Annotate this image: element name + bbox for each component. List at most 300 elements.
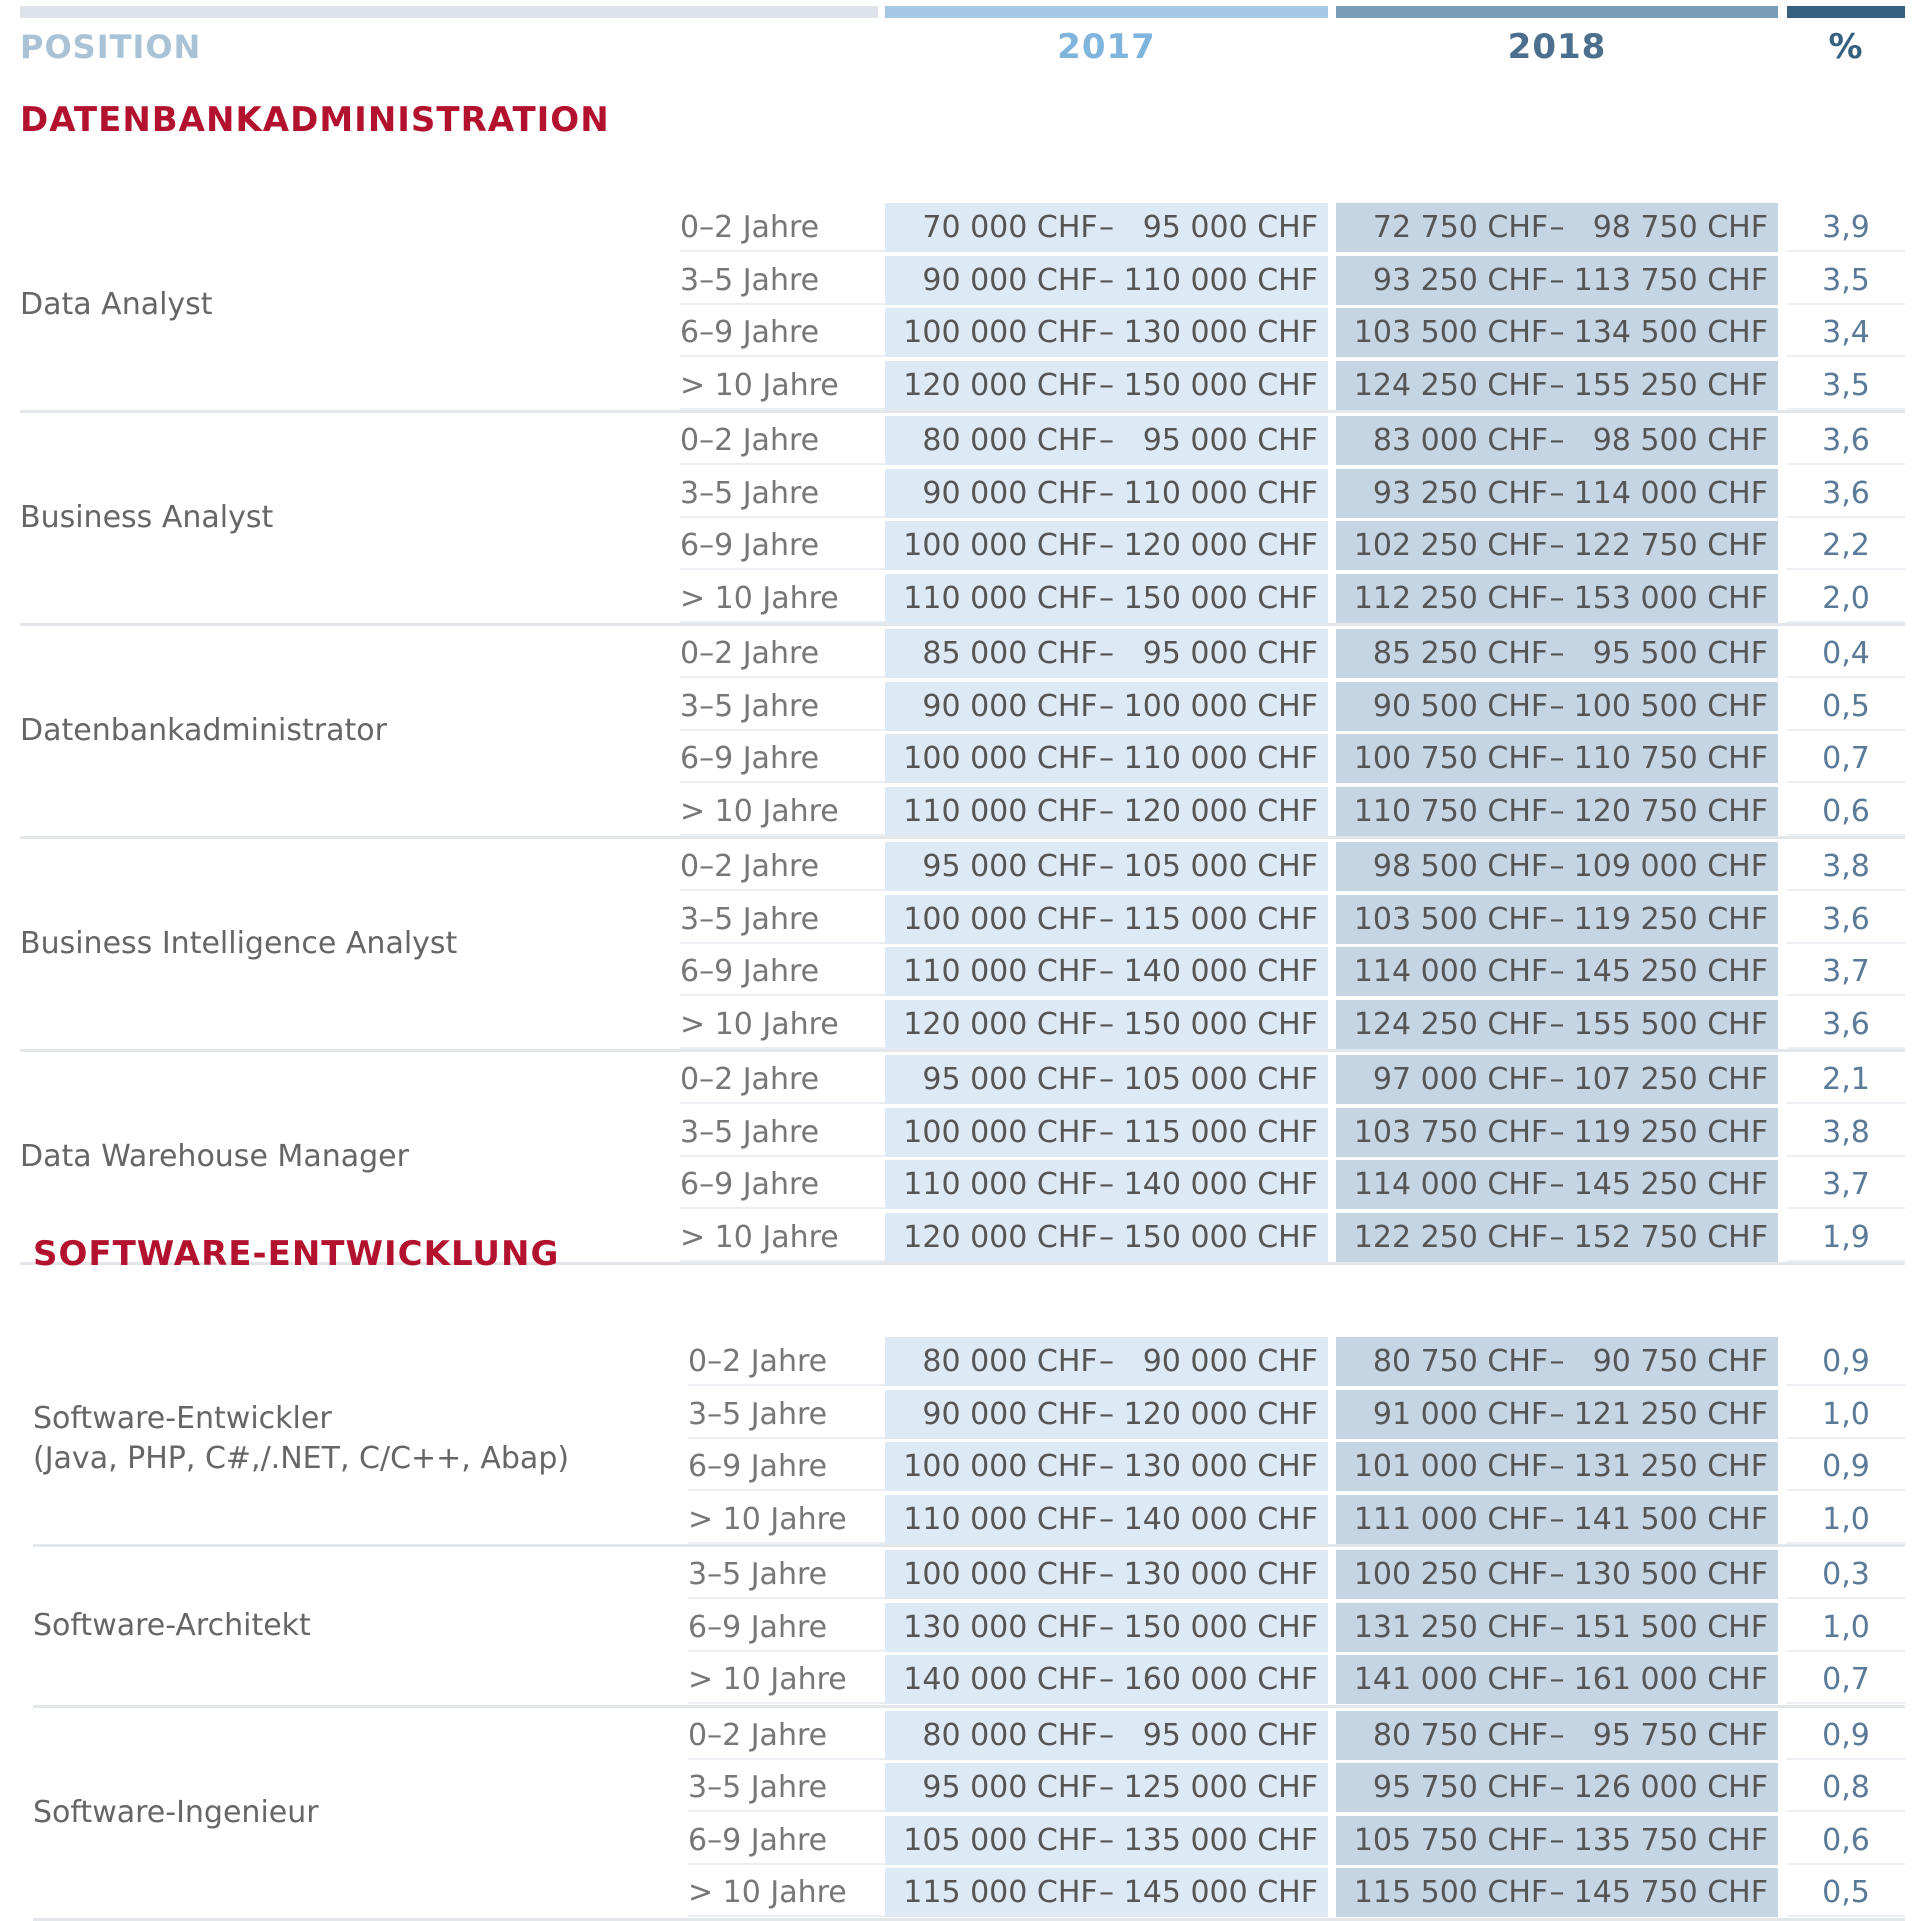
experience-cell: 3–5 Jahre <box>680 469 885 518</box>
table-row <box>33 1813 1905 1866</box>
salary-2018-cell <box>1336 1711 1778 1760</box>
header-year-2018: 2018 <box>1507 27 1607 67</box>
salary-2017-cell <box>885 203 1328 252</box>
range-separator: – <box>1098 315 1114 350</box>
salary-range <box>885 469 1328 518</box>
table-row <box>20 253 1905 306</box>
experience-cell: 0–2 Jahre <box>680 416 885 465</box>
salary-2018-cell <box>1336 1108 1778 1157</box>
range-high: 120 000 CHF <box>1123 793 1318 829</box>
range-separator: – <box>1549 1662 1565 1697</box>
range-low: 110 000 CHF <box>903 1501 1098 1537</box>
salary-2017-cell <box>885 682 1328 731</box>
range-separator: – <box>1549 1344 1565 1379</box>
salary-range <box>885 1108 1328 1157</box>
header-bar-2018 <box>1336 6 1778 18</box>
percent-cell: 1,0 <box>1787 1390 1905 1439</box>
salary-2017-cell <box>885 308 1328 357</box>
position-name-line: (Java, PHP, C#,/.NET, C/C++, Abap) <box>33 1441 570 1476</box>
salary-range <box>885 787 1328 836</box>
salary-range <box>1336 361 1778 410</box>
salary-range <box>885 895 1328 944</box>
range-low: 100 000 CHF <box>903 1449 1098 1484</box>
salary-range <box>885 1868 1328 1917</box>
range-low: 95 000 CHF <box>922 849 1098 884</box>
table-row <box>33 1492 1905 1545</box>
salary-2017-cell <box>885 629 1328 678</box>
salary-2017-cell <box>885 1000 1328 1049</box>
table-row <box>20 358 1905 411</box>
range-high: 98 500 CHF <box>1592 423 1768 458</box>
range-separator: – <box>1098 636 1114 671</box>
salary-range <box>1336 1550 1778 1599</box>
range-low: 101 000 CHF <box>1353 1449 1549 1484</box>
position-group <box>20 413 1905 626</box>
range-high: 121 250 CHF <box>1573 1396 1768 1432</box>
salary-range <box>1336 1055 1778 1104</box>
salary-2018-cell <box>1336 256 1778 305</box>
range-low: 112 250 CHF <box>1353 580 1549 616</box>
range-low: 100 000 CHF <box>903 315 1098 350</box>
range-low: 110 000 CHF <box>903 954 1098 989</box>
salary-2017-cell <box>885 1495 1328 1544</box>
range-high: 110 000 CHF <box>1123 741 1318 776</box>
salary-2018-cell <box>1336 1390 1778 1439</box>
percent-cell: 3,4 <box>1787 308 1905 357</box>
experience-cell: > 10 Jahre <box>688 1655 893 1704</box>
position-name-line: Software-Ingenieur <box>33 1794 319 1830</box>
salary-2018-cell <box>1336 1763 1778 1812</box>
salary-2018-cell <box>1336 203 1778 252</box>
salary-range <box>885 1442 1328 1491</box>
range-low: 72 750 CHF <box>1372 210 1549 245</box>
experience-cell: 6–9 Jahre <box>680 308 885 357</box>
percent-cell: 3,5 <box>1787 256 1905 305</box>
experience-cell: > 10 Jahre <box>680 574 885 623</box>
range-separator: – <box>1098 901 1114 937</box>
percent-cell: 1,0 <box>1787 1495 1905 1544</box>
section-body <box>0 200 1920 1265</box>
salary-range <box>1336 1711 1778 1760</box>
salary-range <box>1336 308 1778 357</box>
range-separator: – <box>1549 954 1565 989</box>
table-row <box>20 892 1905 945</box>
salary-range <box>885 1390 1328 1439</box>
section-software-development <box>0 1226 1920 1921</box>
salary-2018-cell <box>1336 1603 1778 1652</box>
range-separator: – <box>1098 475 1114 511</box>
salary-2018-cell <box>1336 416 1778 465</box>
salary-range <box>885 1763 1328 1812</box>
salary-range <box>1336 1390 1778 1439</box>
range-low: 105 750 CHF <box>1353 1822 1549 1858</box>
salary-range <box>1336 574 1778 623</box>
range-low: 100 000 CHF <box>903 741 1098 776</box>
salary-range <box>1336 1816 1778 1865</box>
salary-range <box>1336 469 1778 518</box>
salary-2017-cell <box>885 1655 1328 1704</box>
salary-2017-cell <box>885 1603 1328 1652</box>
range-high: 95 000 CHF <box>1142 423 1318 458</box>
table-row <box>33 1652 1905 1705</box>
range-high: 140 000 CHF <box>1123 1167 1318 1202</box>
experience-cell: 0–2 Jahre <box>680 842 885 891</box>
percent-cell: 2,2 <box>1787 521 1905 570</box>
table-header <box>0 22 1920 72</box>
salary-2018-cell <box>1336 574 1778 623</box>
salary-2018-cell <box>1336 1337 1778 1386</box>
salary-2017-cell <box>885 895 1328 944</box>
position-name-line: Business Analyst <box>20 500 274 535</box>
salary-range <box>1336 947 1778 996</box>
range-separator: – <box>1098 1219 1114 1255</box>
salary-range <box>885 1160 1328 1209</box>
salary-range <box>1336 521 1778 570</box>
range-high: 105 000 CHF <box>1123 1062 1318 1097</box>
range-high: 130 000 CHF <box>1123 1449 1318 1484</box>
range-separator: – <box>1549 1006 1565 1042</box>
range-low: 120 000 CHF <box>903 1219 1098 1255</box>
salary-2017-cell <box>885 521 1328 570</box>
range-high: 120 750 CHF <box>1573 793 1768 829</box>
salary-range <box>885 1711 1328 1760</box>
salary-2017-cell <box>885 1160 1328 1209</box>
range-low: 80 000 CHF <box>922 423 1098 458</box>
salary-2017-cell <box>885 574 1328 623</box>
range-high: 90 000 CHF <box>1142 1344 1318 1379</box>
range-low: 93 250 CHF <box>1372 475 1549 511</box>
range-high: 153 000 CHF <box>1573 580 1768 616</box>
percent-cell: 0,9 <box>1787 1711 1905 1760</box>
range-separator: – <box>1549 1396 1565 1432</box>
position-name-line: Data Analyst <box>20 287 213 322</box>
range-high: 145 750 CHF <box>1573 1875 1768 1910</box>
range-low: 110 000 CHF <box>903 1167 1098 1202</box>
range-high: 105 000 CHF <box>1123 849 1318 884</box>
range-separator: – <box>1549 1557 1565 1592</box>
range-high: 107 250 CHF <box>1573 1062 1768 1097</box>
range-low: 98 500 CHF <box>1372 849 1549 884</box>
range-low: 90 500 CHF <box>1372 688 1549 724</box>
experience-cell: 6–9 Jahre <box>688 1603 893 1652</box>
experience-cell: 0–2 Jahre <box>680 203 885 252</box>
range-high: 141 500 CHF <box>1573 1501 1768 1537</box>
range-high: 95 000 CHF <box>1142 1717 1318 1753</box>
range-low: 105 000 CHF <box>903 1822 1098 1858</box>
range-separator: – <box>1098 210 1114 245</box>
experience-cell: 3–5 Jahre <box>680 256 885 305</box>
salary-2017-cell <box>885 1868 1328 1917</box>
salary-2018-cell <box>1336 1055 1778 1104</box>
table-row <box>20 839 1905 892</box>
range-high: 113 750 CHF <box>1573 262 1768 298</box>
experience-cell: 3–5 Jahre <box>680 682 885 731</box>
salary-2017-cell <box>885 842 1328 891</box>
salary-range <box>885 1495 1328 1544</box>
range-low: 122 250 CHF <box>1353 1219 1549 1255</box>
range-high: 95 750 CHF <box>1592 1717 1768 1753</box>
salary-range <box>885 1000 1328 1049</box>
salary-2017-cell <box>885 947 1328 996</box>
range-separator: – <box>1098 1770 1114 1805</box>
position-name-line: Data Warehouse Manager <box>20 1139 409 1174</box>
range-separator: – <box>1549 580 1565 616</box>
salary-range <box>1336 682 1778 731</box>
percent-cell: 2,1 <box>1787 1055 1905 1104</box>
salary-range <box>885 416 1328 465</box>
range-separator: – <box>1549 901 1565 937</box>
range-separator: – <box>1549 1770 1565 1805</box>
range-low: 140 000 CHF <box>903 1662 1098 1697</box>
experience-cell: 3–5 Jahre <box>688 1550 893 1599</box>
percent-cell: 0,7 <box>1787 734 1905 783</box>
percent-cell: 0,8 <box>1787 1763 1905 1812</box>
percent-cell: 0,5 <box>1787 682 1905 731</box>
range-low: 80 000 CHF <box>922 1344 1098 1379</box>
range-separator: – <box>1549 423 1565 458</box>
range-low: 80 750 CHF <box>1372 1344 1549 1379</box>
salary-range <box>1336 1160 1778 1209</box>
experience-cell: 3–5 Jahre <box>680 895 885 944</box>
range-low: 114 000 CHF <box>1353 1167 1549 1202</box>
range-high: 130 000 CHF <box>1123 1557 1318 1592</box>
salary-range <box>1336 1108 1778 1157</box>
salary-2017-cell <box>885 416 1328 465</box>
range-high: 145 250 CHF <box>1573 1167 1768 1202</box>
experience-cell: 0–2 Jahre <box>688 1711 893 1760</box>
salary-2018-cell <box>1336 629 1778 678</box>
range-separator: – <box>1098 1662 1114 1697</box>
experience-cell: 6–9 Jahre <box>688 1816 893 1865</box>
range-low: 130 000 CHF <box>903 1609 1098 1645</box>
range-separator: – <box>1098 1875 1114 1910</box>
experience-cell: 3–5 Jahre <box>688 1390 893 1439</box>
range-separator: – <box>1549 475 1565 511</box>
table-row <box>20 1105 1905 1158</box>
table-row <box>33 1439 1905 1492</box>
table-row <box>20 784 1905 837</box>
header-year-2017: 2017 <box>1057 27 1156 67</box>
range-low: 110 000 CHF <box>903 793 1098 829</box>
header-percent: % <box>1828 27 1864 67</box>
range-separator: – <box>1098 688 1114 724</box>
salary-range <box>885 1055 1328 1104</box>
header-position: POSITION <box>20 28 202 66</box>
salary-range <box>1336 629 1778 678</box>
range-separator: – <box>1549 688 1565 724</box>
salary-2017-cell <box>885 1442 1328 1491</box>
range-low: 97 000 CHF <box>1372 1062 1549 1097</box>
table-row <box>33 1760 1905 1813</box>
range-low: 80 750 CHF <box>1372 1717 1549 1753</box>
range-low: 103 500 CHF <box>1353 315 1549 350</box>
range-low: 91 000 CHF <box>1372 1396 1549 1432</box>
table-row <box>20 571 1905 624</box>
range-low: 102 250 CHF <box>1353 528 1549 563</box>
range-high: 155 250 CHF <box>1573 367 1768 403</box>
range-low: 124 250 CHF <box>1353 1006 1549 1042</box>
salary-2017-cell <box>885 1816 1328 1865</box>
range-high: 98 750 CHF <box>1592 210 1768 245</box>
table-row <box>20 200 1905 253</box>
salary-2018-cell <box>1336 734 1778 783</box>
position-name-line: Datenbankadministrator <box>20 713 387 748</box>
percent-cell: 0,5 <box>1787 1868 1905 1917</box>
salary-range <box>1336 842 1778 891</box>
percent-cell: 3,9 <box>1787 203 1905 252</box>
salary-2017-cell <box>885 1550 1328 1599</box>
percent-cell: 0,9 <box>1787 1442 1905 1491</box>
range-high: 114 000 CHF <box>1573 475 1768 511</box>
range-low: 83 000 CHF <box>1372 423 1549 458</box>
range-separator: – <box>1549 636 1565 671</box>
experience-cell: 6–9 Jahre <box>688 1442 893 1491</box>
salary-range <box>885 1816 1328 1865</box>
range-high: 125 000 CHF <box>1123 1770 1318 1805</box>
range-separator: – <box>1098 1006 1114 1042</box>
experience-cell: > 10 Jahre <box>688 1868 893 1917</box>
range-low: 85 250 CHF <box>1372 636 1549 671</box>
experience-cell: > 10 Jahre <box>680 361 885 410</box>
range-separator: – <box>1549 1219 1565 1255</box>
salary-2018-cell <box>1336 1442 1778 1491</box>
salary-2017-cell <box>885 1108 1328 1157</box>
position-name-line: Business Intelligence Analyst <box>20 926 458 961</box>
salary-range <box>885 682 1328 731</box>
salary-range <box>885 1550 1328 1599</box>
range-high: 145 000 CHF <box>1123 1875 1318 1910</box>
salary-range <box>1336 1442 1778 1491</box>
experience-cell: 6–9 Jahre <box>680 1160 885 1209</box>
range-low: 90 000 CHF <box>922 1396 1098 1432</box>
salary-2017-cell <box>885 1763 1328 1812</box>
salary-range <box>885 361 1328 410</box>
table-row <box>20 731 1905 784</box>
salary-2018-cell <box>1336 1550 1778 1599</box>
range-separator: – <box>1549 849 1565 884</box>
range-separator: – <box>1098 793 1114 829</box>
range-low: 124 250 CHF <box>1353 367 1549 403</box>
salary-2018-cell <box>1336 1868 1778 1917</box>
section-title: SOFTWARE-ENTWICKLUNG <box>33 1234 560 1274</box>
position-name-line: Software-Architekt <box>33 1607 311 1643</box>
percent-cell: 3,7 <box>1787 1160 1905 1209</box>
range-separator: – <box>1549 1062 1565 1097</box>
table-row <box>33 1708 1905 1761</box>
range-high: 115 000 CHF <box>1123 901 1318 937</box>
experience-cell: 0–2 Jahre <box>688 1337 893 1386</box>
percent-cell: 3,8 <box>1787 1108 1905 1157</box>
percent-cell: 0,4 <box>1787 629 1905 678</box>
salary-range <box>885 1655 1328 1704</box>
range-high: 122 750 CHF <box>1573 528 1768 563</box>
position-group <box>20 626 1905 839</box>
range-low: 100 000 CHF <box>903 901 1098 937</box>
range-high: 119 250 CHF <box>1573 1114 1768 1150</box>
range-high: 152 750 CHF <box>1573 1219 1768 1255</box>
table-row <box>33 1600 1905 1653</box>
position-name-line: Software-Entwickler <box>33 1401 332 1436</box>
range-low: 90 000 CHF <box>922 688 1098 724</box>
salary-range <box>885 947 1328 996</box>
range-low: 90 000 CHF <box>922 262 1098 298</box>
range-high: 150 000 CHF <box>1123 580 1318 616</box>
salary-2018-cell <box>1336 895 1778 944</box>
range-separator: – <box>1549 262 1565 298</box>
salary-2018-cell <box>1336 1000 1778 1049</box>
range-low: 80 000 CHF <box>922 1717 1098 1753</box>
salary-2017-cell <box>885 361 1328 410</box>
range-low: 100 250 CHF <box>1353 1557 1549 1592</box>
percent-cell: 3,6 <box>1787 469 1905 518</box>
salary-range <box>885 629 1328 678</box>
experience-cell: 0–2 Jahre <box>680 629 885 678</box>
range-low: 120 000 CHF <box>903 1006 1098 1042</box>
salary-2017-cell <box>885 1390 1328 1439</box>
range-low: 115 000 CHF <box>903 1875 1098 1910</box>
salary-2018-cell <box>1336 682 1778 731</box>
salary-range <box>885 574 1328 623</box>
salary-range <box>1336 1603 1778 1652</box>
range-separator: – <box>1098 1609 1114 1645</box>
range-low: 115 500 CHF <box>1353 1875 1549 1910</box>
range-low: 100 000 CHF <box>903 1114 1098 1150</box>
salary-range <box>885 734 1328 783</box>
salary-range <box>885 521 1328 570</box>
range-separator: – <box>1549 1822 1565 1858</box>
range-low: 93 250 CHF <box>1372 262 1549 298</box>
experience-cell: > 10 Jahre <box>680 787 885 836</box>
range-separator: – <box>1098 1396 1114 1432</box>
range-high: 150 000 CHF <box>1123 1609 1318 1645</box>
percent-cell: 3,6 <box>1787 1000 1905 1049</box>
range-high: 95 500 CHF <box>1592 636 1768 671</box>
salary-2018-cell <box>1336 842 1778 891</box>
percent-cell: 0,3 <box>1787 1550 1905 1599</box>
salary-2017-cell <box>885 1337 1328 1386</box>
table-row <box>20 413 1905 466</box>
range-high: 110 750 CHF <box>1573 741 1768 776</box>
header-color-bars <box>0 6 1920 20</box>
experience-cell: > 10 Jahre <box>680 1000 885 1049</box>
salary-2018-cell <box>1336 361 1778 410</box>
percent-cell: 0,6 <box>1787 1816 1905 1865</box>
range-separator: – <box>1549 1449 1565 1484</box>
salary-2017-cell <box>885 256 1328 305</box>
percent-cell: 3,7 <box>1787 947 1905 996</box>
header-bar-percent <box>1787 6 1905 18</box>
range-separator: – <box>1549 210 1565 245</box>
table-row <box>33 1547 1905 1600</box>
table-row <box>20 944 1905 997</box>
range-high: 140 000 CHF <box>1123 954 1318 989</box>
salary-2017-cell <box>885 1711 1328 1760</box>
section-body <box>0 1334 1920 1921</box>
range-high: 100 500 CHF <box>1573 688 1768 724</box>
range-separator: – <box>1549 1167 1565 1202</box>
table-row <box>20 305 1905 358</box>
range-high: 150 000 CHF <box>1123 367 1318 403</box>
range-separator: – <box>1549 741 1565 776</box>
salary-2017-cell <box>885 469 1328 518</box>
range-separator: – <box>1549 315 1565 350</box>
range-separator: – <box>1098 1167 1114 1202</box>
range-high: 126 000 CHF <box>1573 1770 1768 1805</box>
range-low: 70 000 CHF <box>922 210 1098 245</box>
range-low: 120 000 CHF <box>903 367 1098 403</box>
salary-range <box>1336 1763 1778 1812</box>
salary-range <box>1336 1868 1778 1917</box>
